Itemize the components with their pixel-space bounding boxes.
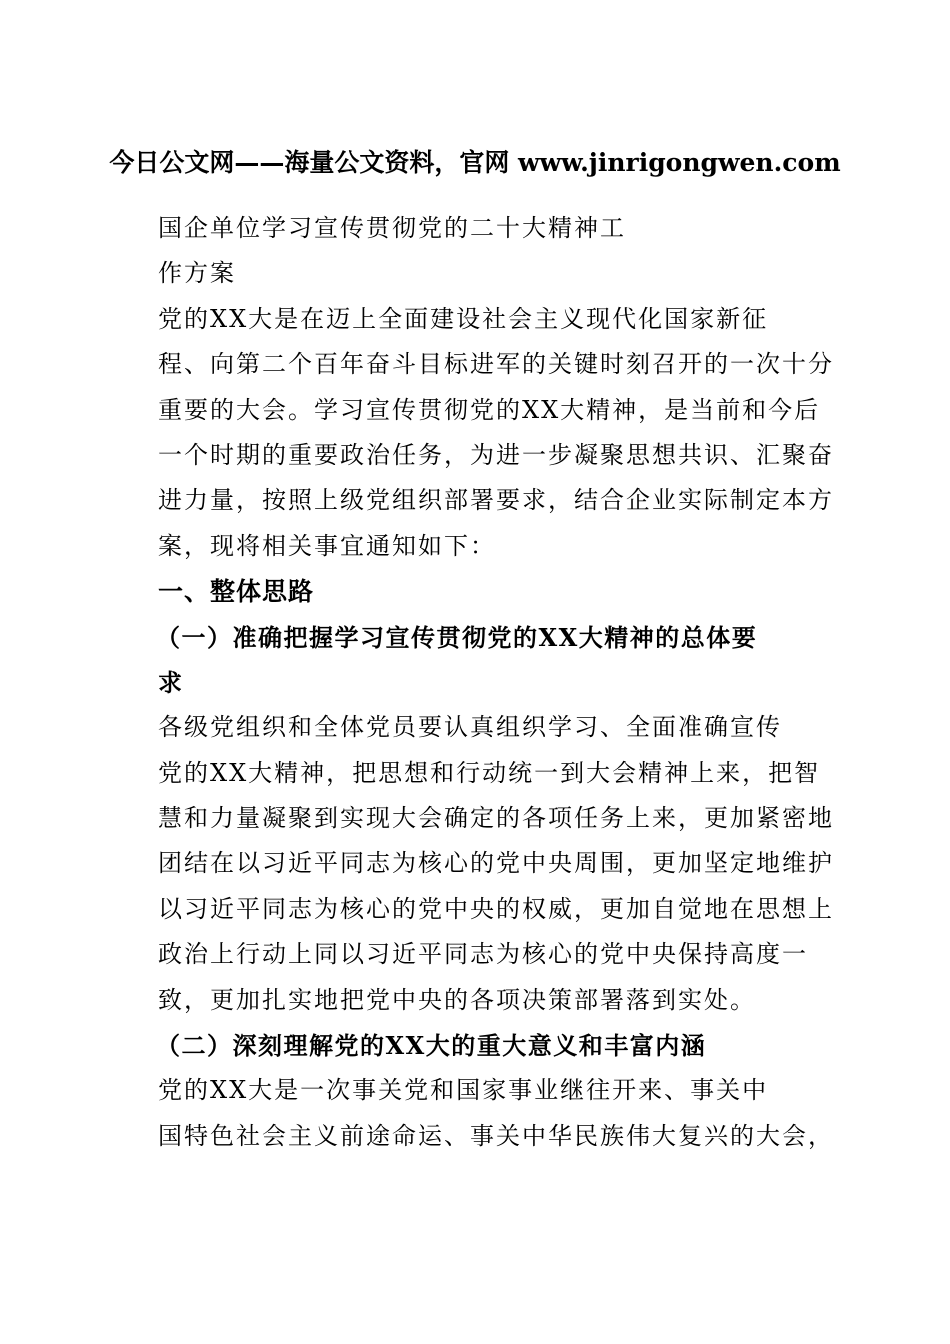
section-1-heading: 一、整体思路 bbox=[158, 577, 315, 607]
subsection-1-heading-line-1: （一）准确把握学习宣传贯彻党的XX大精神的总体要 bbox=[156, 622, 758, 652]
intro-paragraph-line-5: 进力量，按照上级党组织部署要求，结合企业实际制定本方 bbox=[158, 486, 834, 515]
document-title-line-1: 国企单位学习宣传贯彻党的二十大精神工 bbox=[158, 214, 626, 242]
subsection-1-body-line-4: 团结在以习近平同志为核心的党中央周围，更加坚定地维护 bbox=[158, 849, 834, 878]
document-body bbox=[156, 206, 834, 1159]
subsection-2-body-line-2: 国特色社会主义前途命运、事关中华民族伟大复兴的大会， bbox=[158, 1121, 834, 1150]
intro-paragraph-line-3: 重要的大会。学习宣传贯彻党的XX大精神，是当前和今后 bbox=[158, 395, 821, 424]
intro-paragraph-line-6: 案，现将相关事宜通知如下： bbox=[158, 531, 496, 560]
subsection-1-body-line-3: 慧和力量凝聚到实现大会确定的各项任务上来，更加紧密地 bbox=[158, 804, 834, 833]
subsection-1-body-line-6: 政治上行动上同以习近平同志为核心的党中央保持高度一 bbox=[158, 940, 808, 969]
subsection-1-body-line-7: 致，更加扎实地把党中央的各项决策部署落到实处。 bbox=[158, 985, 756, 1014]
subsection-2-heading: （二）深刻理解党的XX大的重大意义和丰富内涵 bbox=[156, 1031, 707, 1061]
subsection-1-body-line-2: 党的XX大精神，把思想和行动统一到大会精神上来，把智 bbox=[158, 758, 821, 787]
intro-paragraph-line-4: 一个时期的重要政治任务，为进一步凝聚思想共识、汇聚奋 bbox=[158, 440, 834, 469]
site-banner: 今日公文网——海量公文资料，官网 www.jinrigongwen.com bbox=[109, 148, 841, 177]
document-title-line-2: 作方案 bbox=[158, 259, 236, 288]
subsection-1-heading-line-2: 求 bbox=[158, 667, 184, 697]
subsection-1-body-line-5: 以习近平同志为核心的党中央的权威，更加自觉地在思想上 bbox=[158, 894, 834, 923]
intro-paragraph-line-1: 党的XX大是在迈上全面建设社会主义现代化国家新征 bbox=[158, 304, 769, 333]
intro-paragraph-line-2: 程、向第二个百年奋斗目标进军的关键时刻召开的一次十分 bbox=[158, 350, 834, 379]
subsection-1-body-line-1: 各级党组织和全体党员要认真组织学习、全面准确宣传 bbox=[158, 713, 782, 742]
subsection-2-body-line-1: 党的XX大是一次事关党和国家事业继往开来、事关中 bbox=[158, 1076, 769, 1105]
